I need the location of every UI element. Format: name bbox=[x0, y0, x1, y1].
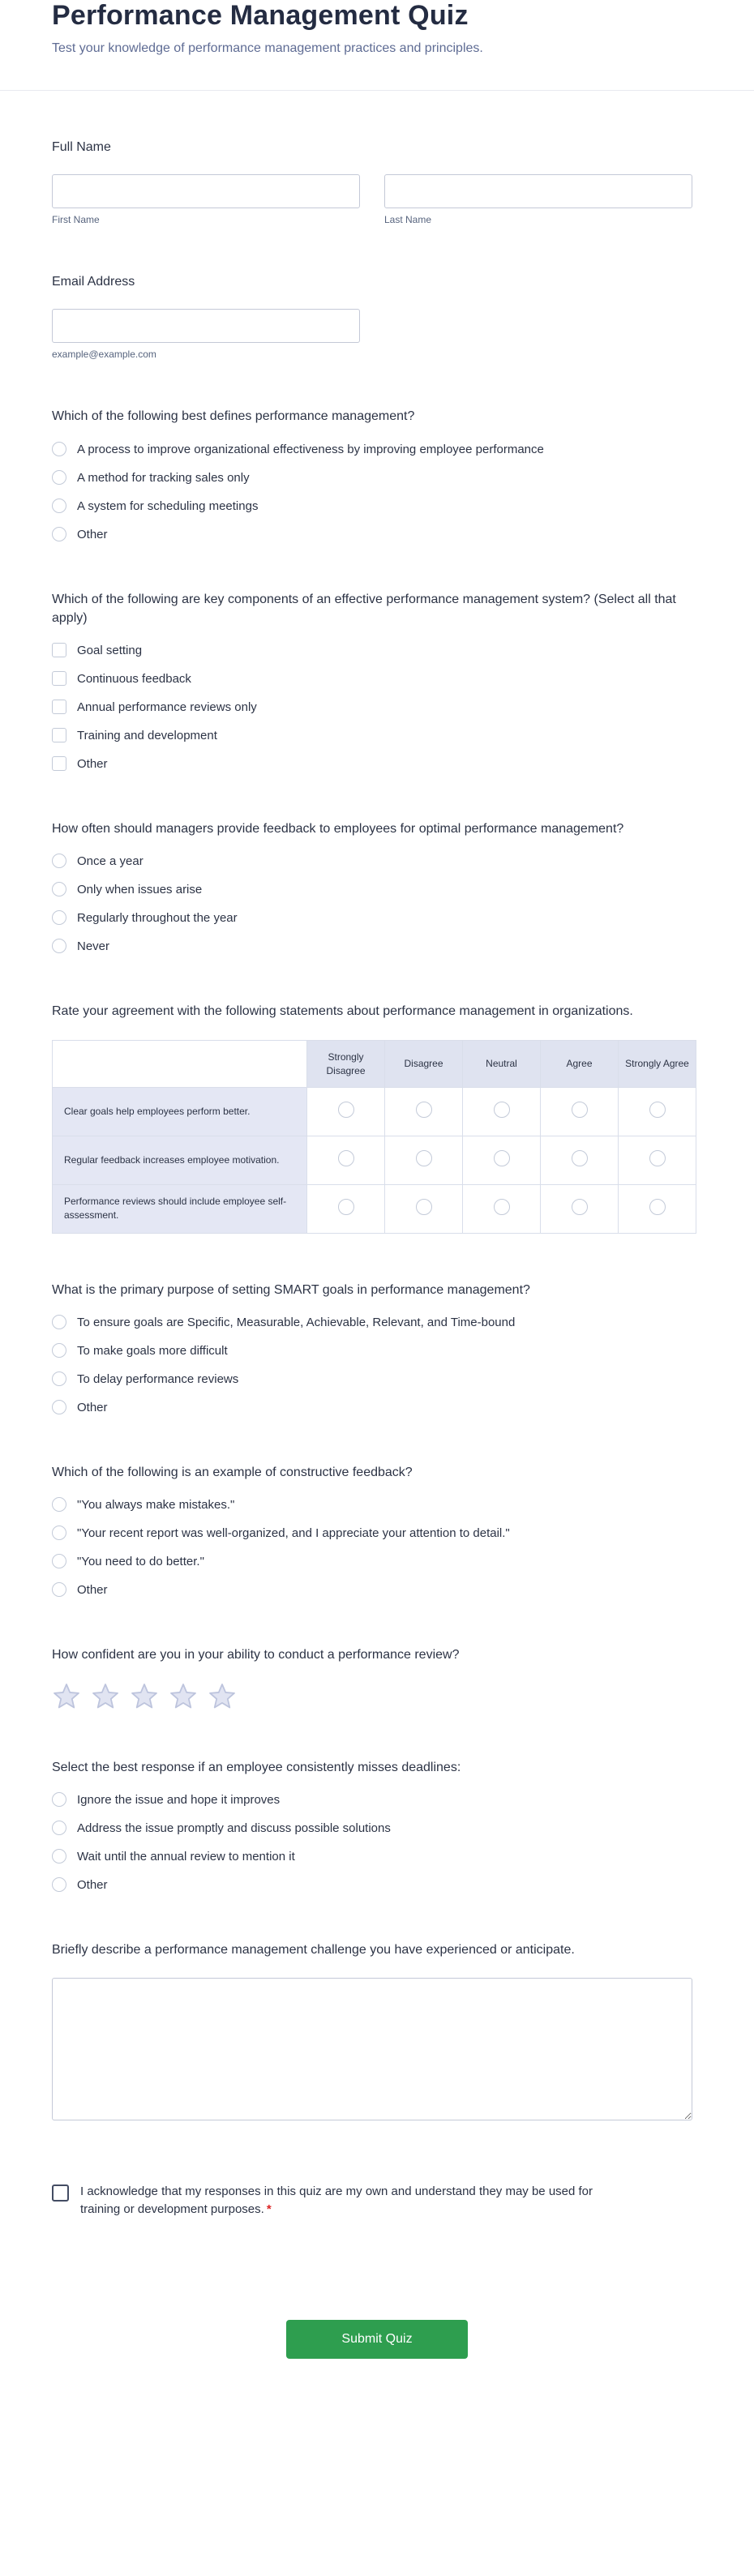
star-icon[interactable] bbox=[130, 1682, 159, 1711]
radio-icon[interactable] bbox=[572, 1102, 588, 1118]
checkbox-icon[interactable] bbox=[52, 756, 66, 771]
first-name-sublabel: First Name bbox=[52, 214, 100, 226]
acknowledgment-field[interactable] bbox=[52, 2183, 619, 2219]
checkbox-option[interactable] bbox=[52, 755, 692, 772]
radio-icon[interactable] bbox=[52, 470, 66, 485]
question-components-options bbox=[52, 642, 702, 772]
matrix-cell[interactable] bbox=[541, 1087, 619, 1136]
matrix-wrap bbox=[52, 1040, 702, 1233]
radio-icon[interactable] bbox=[572, 1150, 588, 1166]
option-label: A system for scheduling meetings bbox=[77, 499, 259, 513]
radio-option[interactable] bbox=[52, 938, 692, 955]
radio-option[interactable] bbox=[52, 1553, 692, 1570]
question-confidence-rating-label: How confident are you in your ability to conduct a performance review? bbox=[52, 1648, 460, 1662]
star-icon[interactable] bbox=[169, 1682, 198, 1711]
option-label: Other bbox=[77, 1878, 108, 1893]
radio-icon[interactable] bbox=[338, 1102, 354, 1118]
last-name-sublabel: Last Name bbox=[384, 214, 432, 226]
radio-icon[interactable] bbox=[52, 1371, 66, 1386]
email-label: Email Address bbox=[52, 275, 135, 289]
matrix-cell[interactable] bbox=[385, 1184, 463, 1233]
matrix-table bbox=[52, 1040, 696, 1233]
matrix-cell[interactable] bbox=[619, 1087, 696, 1136]
radio-option[interactable] bbox=[52, 853, 692, 870]
radio-icon[interactable] bbox=[52, 1582, 66, 1597]
option-label: A method for tracking sales only bbox=[77, 470, 250, 485]
option-label: "Your recent report was well-organized, and I appreciate your attention to detail." bbox=[77, 1526, 510, 1541]
email-field-group bbox=[52, 272, 702, 360]
matrix-column-header: Strongly Agree bbox=[619, 1041, 696, 1087]
checkbox-option[interactable] bbox=[52, 670, 692, 687]
checkbox-option[interactable] bbox=[52, 642, 692, 659]
star-icon[interactable] bbox=[52, 1682, 81, 1711]
radio-option[interactable] bbox=[52, 1791, 692, 1808]
option-label: Wait until the annual review to mention it bbox=[77, 1850, 295, 1864]
radio-icon[interactable] bbox=[52, 1315, 66, 1329]
radio-option[interactable] bbox=[52, 1876, 692, 1893]
question-matrix-label: Rate your agreement with the following statements about performance management in organizations. bbox=[52, 1004, 633, 1019]
matrix-cell[interactable] bbox=[541, 1184, 619, 1233]
radio-icon[interactable] bbox=[649, 1199, 666, 1215]
full-name-field bbox=[52, 138, 702, 225]
question-constructive-feedback-label: Which of the following is an example of constructive feedback? bbox=[52, 1465, 413, 1479]
question-constructive-feedback-options bbox=[52, 1496, 702, 1598]
radio-option[interactable] bbox=[52, 1581, 692, 1598]
first-name-group bbox=[52, 174, 360, 225]
option-label: Only when issues arise bbox=[77, 883, 203, 897]
option-label: Ignore the issue and hope it improves bbox=[77, 1793, 281, 1808]
form-header bbox=[0, 0, 754, 56]
question-smart-goals-label: What is the primary purpose of setting SMART goals in performance management? bbox=[52, 1282, 530, 1297]
option-label: "You need to do better." bbox=[77, 1555, 204, 1569]
email-input[interactable] bbox=[52, 309, 360, 343]
full-name-label: Full Name bbox=[52, 140, 111, 154]
radio-option[interactable] bbox=[52, 1371, 692, 1388]
radio-icon[interactable] bbox=[649, 1102, 666, 1118]
option-label: Other bbox=[77, 1583, 108, 1598]
radio-icon[interactable] bbox=[52, 442, 66, 456]
checkbox-option[interactable] bbox=[52, 727, 692, 744]
option-label: Training and development bbox=[77, 728, 217, 742]
submit-row bbox=[52, 2320, 702, 2448]
matrix-row bbox=[53, 1136, 696, 1184]
form-body bbox=[0, 138, 754, 2448]
question-define-options bbox=[52, 441, 702, 543]
radio-icon[interactable] bbox=[52, 939, 66, 953]
radio-icon[interactable] bbox=[52, 499, 66, 513]
question-matrix bbox=[52, 1002, 702, 1234]
radio-icon[interactable] bbox=[494, 1102, 510, 1118]
radio-icon[interactable] bbox=[494, 1150, 510, 1166]
radio-icon[interactable] bbox=[52, 854, 66, 868]
last-name-input[interactable] bbox=[384, 174, 692, 208]
matrix-cell[interactable] bbox=[463, 1136, 541, 1184]
radio-option[interactable] bbox=[52, 498, 692, 515]
radio-icon[interactable] bbox=[338, 1150, 354, 1166]
checkbox-icon[interactable] bbox=[52, 728, 66, 742]
radio-option[interactable] bbox=[52, 1314, 692, 1331]
email-sublabel: example@example.com bbox=[52, 349, 156, 361]
radio-option[interactable] bbox=[52, 1525, 692, 1542]
matrix-row bbox=[53, 1184, 696, 1233]
header-divider bbox=[0, 90, 754, 91]
radio-option[interactable] bbox=[52, 1399, 692, 1416]
radio-icon[interactable] bbox=[494, 1199, 510, 1215]
option-label: Regularly throughout the year bbox=[77, 911, 238, 926]
matrix-cell[interactable] bbox=[385, 1087, 463, 1136]
matrix-column-header: Agree bbox=[541, 1041, 619, 1087]
required-asterisk: * bbox=[266, 2202, 272, 2217]
last-name-group bbox=[384, 174, 692, 225]
radio-icon[interactable] bbox=[52, 1497, 66, 1512]
matrix-cell[interactable] bbox=[463, 1087, 541, 1136]
radio-icon[interactable] bbox=[649, 1150, 666, 1166]
matrix-row-label: Regular feedback increases employee motivation. bbox=[53, 1136, 307, 1184]
star-rating[interactable] bbox=[52, 1682, 702, 1711]
question-confidence-rating bbox=[52, 1645, 702, 1711]
option-label: To make goals more difficult bbox=[77, 1343, 228, 1358]
question-feedback-frequency-options bbox=[52, 853, 702, 955]
matrix-cell[interactable] bbox=[385, 1136, 463, 1184]
radio-option[interactable] bbox=[52, 469, 692, 486]
option-label: A process to improve organizational effectiveness by improving employee performance bbox=[77, 442, 544, 456]
submit-button[interactable]: Submit Quiz bbox=[286, 2320, 468, 2359]
radio-icon[interactable] bbox=[52, 1821, 66, 1835]
radio-icon[interactable] bbox=[338, 1199, 354, 1215]
first-name-input[interactable] bbox=[52, 174, 360, 208]
question-challenge-label: Briefly describe a performance management challenge you have experienced or anticipate. bbox=[52, 1943, 575, 1958]
checkbox-icon[interactable] bbox=[52, 671, 66, 686]
option-label: Other bbox=[77, 756, 108, 771]
acknowledgment-text: I acknowledge that my responses in this quiz are my own and understand they may be used for training or development purposes. * bbox=[80, 2184, 593, 2217]
radio-icon[interactable] bbox=[572, 1199, 588, 1215]
checkbox-icon[interactable] bbox=[52, 700, 66, 714]
matrix-cell[interactable] bbox=[463, 1184, 541, 1233]
question-components bbox=[52, 590, 702, 772]
radio-icon[interactable] bbox=[416, 1102, 432, 1118]
radio-icon[interactable] bbox=[416, 1150, 432, 1166]
question-missed-deadlines-options bbox=[52, 1791, 702, 1893]
radio-option[interactable] bbox=[52, 1820, 692, 1837]
radio-option[interactable] bbox=[52, 909, 692, 926]
checkbox-option[interactable] bbox=[52, 699, 692, 716]
page-subtitle: Test your knowledge of performance management practices and principles. bbox=[52, 41, 483, 55]
question-smart-goals bbox=[52, 1281, 702, 1416]
checkbox-icon[interactable] bbox=[52, 643, 66, 657]
radio-icon[interactable] bbox=[52, 1792, 66, 1807]
matrix-corner-cell bbox=[53, 1041, 307, 1087]
radio-icon[interactable] bbox=[52, 1343, 66, 1358]
radio-icon[interactable] bbox=[52, 1525, 66, 1540]
matrix-row-label: Clear goals help employees perform better. bbox=[53, 1087, 307, 1136]
radio-icon[interactable] bbox=[52, 1877, 66, 1892]
matrix-cell[interactable] bbox=[619, 1184, 696, 1233]
option-label: Annual performance reviews only bbox=[77, 700, 257, 714]
star-icon[interactable] bbox=[208, 1682, 237, 1711]
matrix-row-label: Performance reviews should include employee self-assessment. bbox=[53, 1184, 307, 1233]
radio-option[interactable] bbox=[52, 1342, 692, 1359]
option-label: Other bbox=[77, 1400, 108, 1414]
matrix-column-header: Neutral bbox=[463, 1041, 541, 1087]
option-label: Other bbox=[77, 527, 108, 541]
question-missed-deadlines bbox=[52, 1758, 702, 1893]
radio-option[interactable] bbox=[52, 1496, 692, 1513]
option-label: To delay performance reviews bbox=[77, 1371, 239, 1386]
option-label: Once a year bbox=[77, 854, 144, 869]
radio-icon[interactable] bbox=[52, 1849, 66, 1864]
radio-icon[interactable] bbox=[52, 1554, 66, 1568]
question-smart-goals-options bbox=[52, 1314, 702, 1416]
question-missed-deadlines-label: Select the best response if an employee consistently misses deadlines: bbox=[52, 1761, 461, 1775]
matrix-column-header: Disagree bbox=[385, 1041, 463, 1087]
star-icon[interactable] bbox=[91, 1682, 120, 1711]
question-challenge bbox=[52, 1941, 702, 2124]
question-define bbox=[52, 407, 702, 542]
radio-icon[interactable] bbox=[52, 1400, 66, 1414]
page-title: Performance Management Quiz bbox=[52, 0, 469, 31]
question-feedback-frequency-label: How often should managers provide feedback to employees for optimal performance management? bbox=[52, 821, 624, 836]
matrix-row bbox=[53, 1087, 696, 1136]
option-label: Goal setting bbox=[77, 643, 143, 657]
radio-icon[interactable] bbox=[52, 910, 66, 925]
radio-option[interactable] bbox=[52, 881, 692, 898]
radio-icon[interactable] bbox=[52, 527, 66, 541]
acknowledgment-checkbox-icon[interactable] bbox=[52, 2184, 69, 2202]
radio-option[interactable] bbox=[52, 441, 692, 458]
option-label: Address the issue promptly and discuss possible solutions bbox=[77, 1821, 391, 1836]
question-components-label: Which of the following are key components of an effective performance management system? (Select all that apply) bbox=[52, 592, 676, 625]
matrix-column-header: Strongly Disagree bbox=[307, 1041, 385, 1087]
challenge-textarea[interactable] bbox=[52, 1978, 692, 2120]
matrix-cell[interactable] bbox=[619, 1136, 696, 1184]
option-label: Continuous feedback bbox=[77, 671, 191, 686]
radio-icon[interactable] bbox=[52, 882, 66, 896]
matrix-cell[interactable] bbox=[307, 1136, 385, 1184]
option-label: "You always make mistakes." bbox=[77, 1498, 235, 1513]
question-feedback-frequency bbox=[52, 819, 702, 955]
option-label: Never bbox=[77, 939, 110, 954]
matrix-cell[interactable] bbox=[307, 1184, 385, 1233]
radio-option[interactable] bbox=[52, 1848, 692, 1865]
matrix-header-row bbox=[53, 1041, 696, 1087]
matrix-cell[interactable] bbox=[541, 1136, 619, 1184]
radio-option[interactable] bbox=[52, 526, 692, 543]
option-label: To ensure goals are Specific, Measurable, Achievable, Relevant, and Time-bound bbox=[77, 1315, 516, 1329]
question-define-label: Which of the following best defines performance management? bbox=[52, 409, 415, 424]
matrix-cell[interactable] bbox=[307, 1087, 385, 1136]
question-constructive-feedback bbox=[52, 1463, 702, 1598]
name-row bbox=[52, 174, 702, 225]
radio-icon[interactable] bbox=[416, 1199, 432, 1215]
